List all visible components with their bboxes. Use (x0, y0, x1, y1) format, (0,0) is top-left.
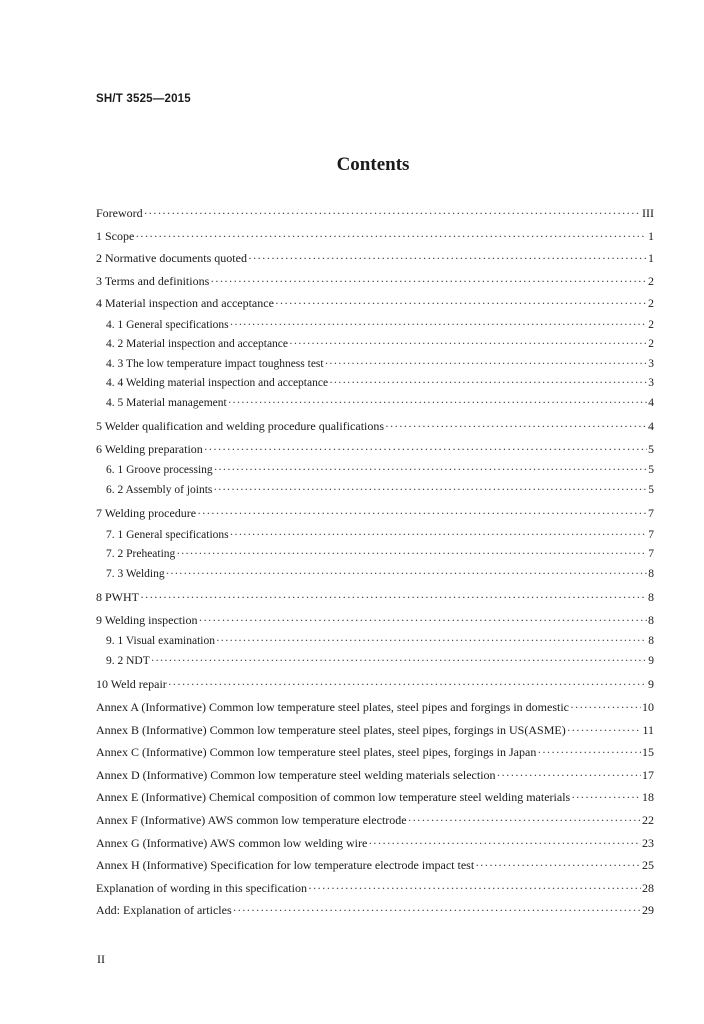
dot-leader (497, 768, 641, 783)
toc-entry[interactable] (96, 813, 654, 836)
toc-entry-label: Annex F (Informative) AWS common low temperature electrode (96, 813, 407, 827)
toc-entry-page: III (642, 206, 654, 220)
toc-entry-label: 6. 2 Assembly of joints (106, 483, 213, 496)
toc-entry-label: Annex C (Informative) Common low temperature steel plates, steel pipes, forgings in Japan (96, 745, 537, 760)
toc-entry-page: 22 (642, 813, 654, 827)
dot-leader (214, 464, 648, 476)
toc-entry-page: 15 (642, 745, 654, 760)
toc-entry-page: 1 (648, 251, 654, 266)
dot-leader (233, 903, 641, 918)
dot-leader (166, 568, 648, 580)
toc-entry-page: 8 (648, 635, 654, 648)
toc-entry[interactable] (96, 251, 654, 274)
toc-entry[interactable] (96, 529, 654, 548)
toc-entry-page: 11 (642, 722, 654, 737)
dot-leader (329, 377, 647, 389)
toc-entry-label: Annex A (Informative) Common low temperature steel plates, steel pipes and forgings in domestic (96, 700, 570, 715)
dot-leader (228, 397, 648, 409)
dot-leader (151, 655, 647, 667)
toc-entry-label: 7. 2 Preheating (106, 548, 176, 561)
document-header: SH/T 3525—2015 (96, 93, 191, 105)
toc-entry-label: 8 PWHT (96, 590, 139, 605)
toc-entry-page: 5 (648, 441, 654, 456)
dot-leader (216, 635, 647, 647)
dot-leader (144, 206, 641, 221)
dot-leader (230, 319, 648, 331)
toc-entry-page: 8 (648, 612, 654, 627)
toc-entry[interactable] (96, 858, 654, 881)
toc-entry-page: 4 (648, 419, 654, 434)
toc-entry-label: 2 Normative documents quoted (96, 251, 247, 266)
toc-entry[interactable] (96, 206, 654, 229)
toc-entry-page: 5 (648, 464, 654, 477)
dot-leader (368, 836, 641, 851)
toc-entry-page: 8 (648, 590, 654, 605)
dot-leader (570, 700, 641, 715)
toc-entry-label: 7 Welding procedure (96, 506, 197, 521)
toc-entry[interactable] (96, 768, 654, 791)
toc-entry-label: Annex B (Informative) Common low temperature steel plates, steel pipes, forgings in US(ASME) (96, 722, 566, 737)
dot-leader (537, 745, 641, 760)
dot-leader (198, 613, 647, 628)
page-number: II (97, 952, 105, 966)
toc-entry[interactable] (96, 903, 654, 926)
toc-entry[interactable] (96, 723, 654, 746)
toc-entry-page: 29 (642, 903, 654, 918)
toc-entry-page: 2 (648, 318, 654, 331)
toc-entry[interactable] (96, 881, 654, 904)
toc-entry[interactable] (96, 464, 654, 483)
toc-entry[interactable] (96, 377, 654, 396)
dot-leader (308, 881, 641, 896)
toc-entry-page: 9 (648, 677, 654, 692)
toc-entry-page: 8 (648, 567, 654, 580)
dot-leader (210, 274, 647, 289)
dot-leader (385, 419, 647, 434)
toc-entry[interactable] (96, 677, 654, 700)
toc-entry[interactable] (96, 419, 654, 442)
toc-entry[interactable] (96, 655, 654, 678)
toc-entry-page: 7 (648, 548, 654, 561)
toc-entry-label: 4. 5 Material management (106, 396, 227, 409)
toc-entry[interactable] (96, 613, 654, 636)
toc-entry-label: 9 Welding inspection (96, 612, 198, 627)
toc-entry-page: 18 (642, 790, 654, 805)
toc-entry-page: 3 (648, 377, 654, 390)
dot-leader (289, 338, 647, 350)
toc-entry-page: 2 (648, 338, 654, 351)
dot-leader (135, 229, 647, 244)
dot-leader (230, 529, 648, 541)
page-title: Contents (336, 154, 410, 175)
toc-entry[interactable] (96, 700, 654, 723)
dot-leader (248, 251, 647, 266)
toc-entry-label: Annex G (Informative) AWS common low welding wire (96, 835, 368, 850)
toc-entry-label: 9. 2 NDT (106, 654, 150, 667)
toc-entry-page: 28 (642, 880, 654, 895)
toc-entry-label: Add: Explanation of articles (96, 903, 232, 918)
toc-entry-page: 5 (648, 483, 654, 496)
toc-entry[interactable] (96, 338, 654, 357)
toc-entry-label: Foreword (96, 206, 143, 220)
toc-entry-page: 7 (648, 528, 654, 541)
toc-entry-label: 4. 1 General specifications (106, 318, 229, 331)
toc-entry[interactable] (96, 836, 654, 859)
toc-entry-page: 23 (642, 835, 654, 850)
toc-entry-label: 9. 1 Visual examination (106, 635, 215, 648)
table-of-contents (96, 206, 654, 926)
toc-entry[interactable] (96, 790, 654, 813)
toc-entry-label: Annex H (Informative) Specification for low temperature electrode impact test (96, 858, 475, 873)
toc-entry-page: 2 (648, 296, 654, 311)
toc-entry-label: 1 Scope (96, 228, 135, 243)
toc-entry-label: 10 Weld repair (96, 677, 167, 692)
dot-leader (204, 442, 647, 457)
dot-leader (213, 484, 647, 496)
toc-entry-page: 4 (648, 396, 654, 409)
toc-entry-page: 17 (642, 767, 654, 782)
toc-entry[interactable] (96, 590, 654, 613)
toc-entry[interactable] (96, 296, 654, 319)
dot-leader (176, 548, 647, 560)
toc-entry-label: Annex E (Informative) Chemical composition of common low temperature steel welding materials (96, 790, 571, 805)
toc-entry[interactable] (96, 484, 654, 507)
toc-entry-label: 6. 1 Groove processing (106, 464, 213, 477)
toc-entry-label: 5 Welder qualification and welding procedure qualifications (96, 419, 385, 434)
toc-entry-label: 4. 3 The low temperature impact toughness test (106, 357, 324, 370)
toc-entry-page: 25 (642, 858, 654, 873)
toc-entry[interactable] (96, 745, 654, 768)
dot-leader (197, 506, 647, 521)
toc-entry-page: 3 (648, 357, 654, 370)
toc-entry-page: 1 (648, 228, 654, 243)
dot-leader (325, 358, 648, 370)
toc-entry-label: 7. 3 Welding (106, 567, 165, 580)
toc-entry[interactable] (96, 568, 654, 591)
toc-entry[interactable] (96, 506, 654, 529)
dot-leader (408, 813, 641, 828)
toc-entry[interactable] (96, 635, 654, 654)
toc-entry-label: Annex D (Informative) Common low temperature steel welding materials selection (96, 767, 496, 782)
toc-entry-page: 2 (648, 273, 654, 288)
dot-leader (571, 790, 641, 805)
toc-entry[interactable] (96, 274, 654, 297)
dot-leader (275, 296, 647, 311)
toc-entry[interactable] (96, 397, 654, 420)
toc-entry-page: 7 (648, 506, 654, 521)
toc-entry[interactable] (96, 548, 654, 567)
dot-leader (140, 590, 647, 605)
toc-entry-label: 4. 4 Welding material inspection and acceptance (106, 377, 329, 390)
dot-leader (168, 677, 647, 692)
dot-leader (567, 723, 642, 738)
toc-entry-label: 4. 2 Material inspection and acceptance (106, 338, 289, 351)
dot-leader (475, 858, 641, 873)
toc-entry-label: 3 Terms and definitions (96, 273, 210, 288)
toc-entry-label: 7. 1 General specifications (106, 528, 229, 541)
toc-entry[interactable] (96, 229, 654, 252)
toc-entry[interactable] (96, 442, 654, 465)
toc-entry-label: 4 Material inspection and acceptance (96, 296, 274, 311)
toc-entry-label: Explanation of wording in this specification (96, 880, 307, 895)
toc-entry-page: 10 (642, 700, 654, 715)
toc-entry-label: 6 Welding preparation (96, 441, 203, 456)
toc-entry[interactable] (96, 358, 654, 377)
toc-entry-page: 9 (648, 654, 654, 667)
toc-entry[interactable] (96, 319, 654, 338)
